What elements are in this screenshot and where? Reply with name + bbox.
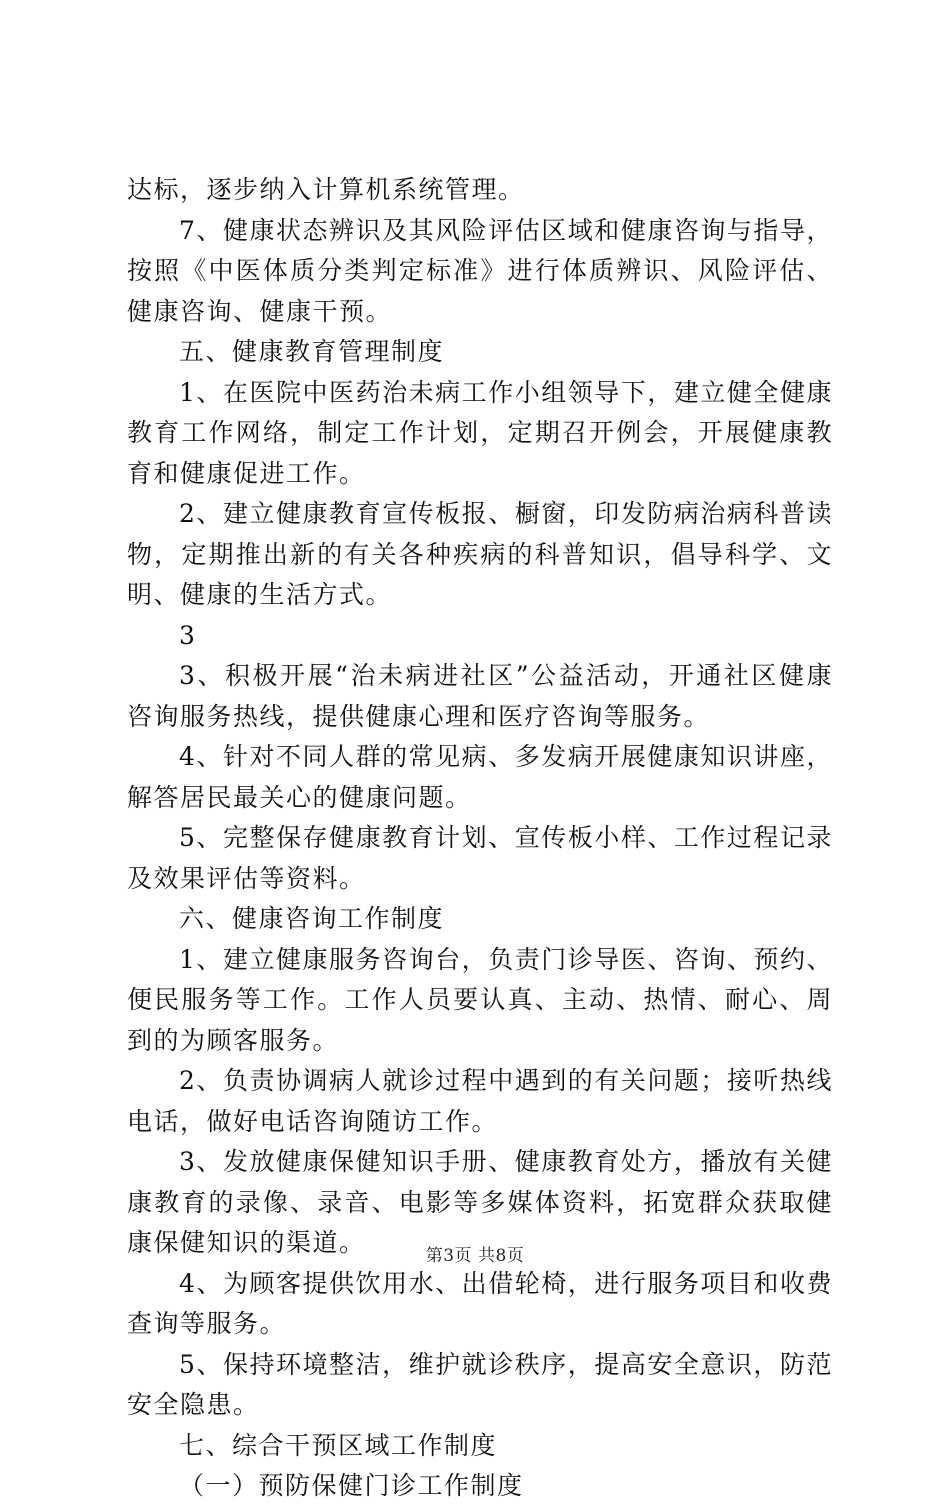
paragraph-4: 1、在医院中医药治未病工作小组领导下，建立健全健康教育工作网络，制定工作计划，定期召开例会，开展健康教育和健康促进工作。 [127,377,833,488]
paragraph-5: 2、建立健康教育宣传板报、橱窗，印发防病治病科普读物，定期推出新的有关各种疾病的科普知识，倡导科学、文明、健康的生活方式。 [127,499,833,609]
paragraph-11: 1、建立健康服务咨询台，负责门诊导医、咨询、预约、便民服务等工作。工作人员要认真、主动、热情、耐心、周到的为顾客服务。 [127,944,833,1055]
paragraph-9: 5、完整保存健康教育计划、宣传板小样、工作过程记录及效果评估等资料。 [127,823,833,893]
document-body [127,170,833,1507]
section-heading-7: 七、综合干预区域工作制度 [179,1430,498,1460]
paragraph-8: 4、针对不同人群的常见病、多发病开展健康知识讲座，解答居民最关心的健康问题。 [127,742,833,812]
paragraph-13: 3、发放健康保健知识手册、健康教育处方，播放有关健康教育的录像、录音、电影等多媒体资料，拓宽群众获取健康保健知识的渠道。 [127,1147,833,1257]
paragraph-2: 7、健康状态辨识及其风险评估区域和健康咨询与指导，按照《中医体质分类判定标准》进行体质辨识、风险评估、健康咨询、健康干预。 [127,215,833,326]
stray-page-number: 3 [179,620,197,650]
subsection-heading-1: （一）预防保健门诊工作制度 [179,1471,524,1500]
paragraph-7: 3、积极开展“治未病进社区”公益活动，开通社区健康咨询服务热线，提供健康心理和医疗咨询等服务。 [127,661,833,731]
paragraph-14: 4、为顾客提供饮用水、出借轮椅，进行服务项目和收费查询等服务。 [127,1268,833,1338]
paragraph-1: 达标，逐步纳入计算机系统管理。 [127,175,525,204]
section-heading-5: 五、健康教育管理制度 [179,337,445,366]
section-heading-6: 六、健康咨询工作制度 [179,904,445,933]
page-footer: 第3页 共8页 [425,1246,525,1266]
paragraph-15: 5、保持环境整洁，维护就诊秩序，提高安全意识，防范安全隐患。 [127,1349,833,1419]
paragraph-12: 2、负责协调病人就诊过程中遇到的有关问题；接听热线电话，做好电话咨询随访工作。 [127,1066,833,1136]
